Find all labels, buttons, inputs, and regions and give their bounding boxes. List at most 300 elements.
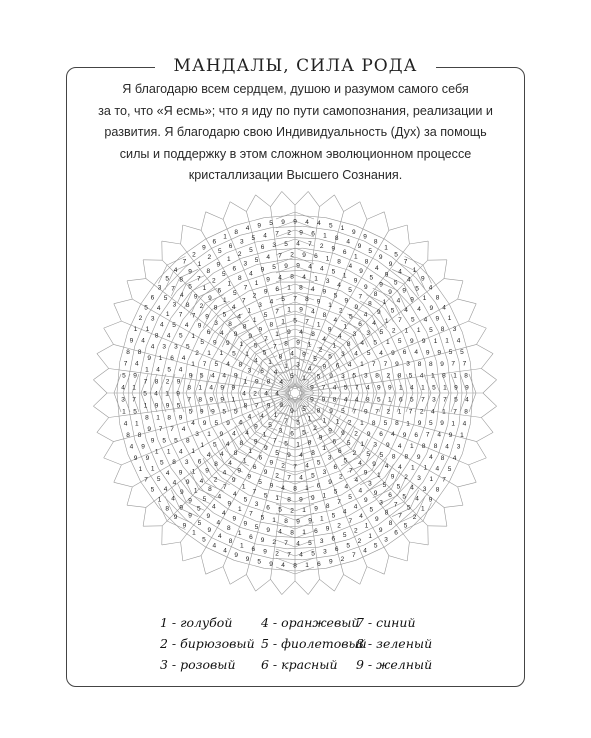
mandala-cell-number: 3 xyxy=(341,351,345,359)
mandala-cell-number: 4 xyxy=(344,483,349,491)
mandala-cell-number: 9 xyxy=(417,420,422,428)
mandala-cell-number: 1 xyxy=(202,285,207,293)
mandala-cell-number: 4 xyxy=(310,286,315,293)
mandala-cell-number: 7 xyxy=(243,284,248,292)
mandala-cell-number: 4 xyxy=(456,337,461,345)
mandala-cell-number: 9 xyxy=(202,419,207,427)
mandala-cell-number: 1 xyxy=(243,378,248,386)
mandala-cell-number: 1 xyxy=(422,294,427,302)
mandala-cell-number: 9 xyxy=(410,296,414,304)
mandala-cell-number: 9 xyxy=(416,453,421,461)
mandala-cell-number: 9 xyxy=(243,520,248,528)
mandala-cell-number: 6 xyxy=(398,396,403,404)
mandala-cell-number: 1 xyxy=(197,261,202,268)
mandala-cell-number: 9 xyxy=(318,434,323,442)
mandala-cell-number: 1 xyxy=(412,266,417,274)
mandala-cell-number: 4 xyxy=(465,396,469,404)
mandala-cell-number: 8 xyxy=(214,461,218,469)
mandala-cell-number: 1 xyxy=(287,284,291,292)
mandala-cell-number: 6 xyxy=(217,287,222,295)
mandala-cell-number: 7 xyxy=(202,361,207,369)
mandala-line xyxy=(317,393,319,402)
mandala-line xyxy=(201,212,206,231)
mandala-cell-number: 7 xyxy=(241,297,246,305)
mandala-cell-number: 4 xyxy=(219,451,224,459)
mandala-cell-number: 5 xyxy=(406,504,411,512)
mandala-line xyxy=(470,393,473,424)
mandala-cell-number: 6 xyxy=(266,504,270,512)
mandala-cell-number: 1 xyxy=(150,465,155,473)
mandala-cell-number: 9 xyxy=(287,328,291,336)
mandala-line xyxy=(293,463,325,472)
mandala-cell-number: 9 xyxy=(357,242,362,250)
mandala-cell-number: 9 xyxy=(372,461,376,469)
mandala-cell-number: 1 xyxy=(154,448,159,456)
mandala-line xyxy=(97,432,114,441)
mandala-cell-number: 9 xyxy=(388,261,393,268)
mandala-cell-number: 5 xyxy=(383,419,388,427)
mandala-cell-number: 2 xyxy=(207,254,212,262)
mandala-line xyxy=(127,487,132,505)
mandala-cell-number: 4 xyxy=(299,474,303,482)
mandala-cell-number: 9 xyxy=(448,432,453,440)
mandala-cell-number: 9 xyxy=(378,254,383,262)
mandala-line xyxy=(295,369,304,371)
mandala-cell-number: 9 xyxy=(388,289,392,297)
mandala-cell-number: 4 xyxy=(419,372,424,380)
mandala-cell-number: 8 xyxy=(464,372,468,380)
mandala-cell-number: 4 xyxy=(245,429,249,437)
mandala-cell-number: 9 xyxy=(147,426,152,433)
mandala-cell-number: 4 xyxy=(156,304,161,312)
mandala-line xyxy=(317,384,319,393)
mandala-cell-number: 7 xyxy=(252,488,257,496)
mandala-cell-number: 7 xyxy=(284,540,288,548)
mandala-line xyxy=(181,542,183,561)
mandala-cell-number: 9 xyxy=(234,552,239,560)
mandala-cell-number: 4 xyxy=(384,463,389,471)
mandala-cell-number: 8 xyxy=(237,275,242,282)
mandala-cell-number: 3 xyxy=(323,548,327,556)
mandala-cell-number: 3 xyxy=(319,538,324,546)
mandala-cell-number: 1 xyxy=(376,472,381,480)
mandala-cell-number: 8 xyxy=(228,538,233,546)
mandala-cell-number: 8 xyxy=(325,502,330,510)
mandala-line xyxy=(97,418,109,433)
mandala-cell-number: 8 xyxy=(284,340,288,348)
mandala-cell-number: 7 xyxy=(443,396,447,404)
mandala-line xyxy=(287,525,318,527)
mandala-cell-number: 3 xyxy=(363,372,368,380)
mandala-cell-number: 5 xyxy=(293,317,297,325)
mandala-line xyxy=(271,191,282,206)
mandala-cell-number: 4 xyxy=(307,365,312,373)
mandala-cell-number: 3 xyxy=(384,536,388,544)
mandala-cell-number: 1 xyxy=(223,233,227,241)
mandala-cell-number: 1 xyxy=(420,505,425,513)
mandala-cell-number: 8 xyxy=(311,331,315,339)
mandala-line xyxy=(162,409,172,439)
mandala-cell-number: 9 xyxy=(420,275,425,283)
mandala-line xyxy=(444,507,447,526)
mandala-cell-number: 4 xyxy=(332,384,337,392)
mandala-line xyxy=(444,260,447,279)
mandala-cell-number: 1 xyxy=(332,342,337,350)
mandala-cell-number: 2 xyxy=(313,425,317,433)
mandala-cell-number: 1 xyxy=(247,307,252,315)
mandala-cell-number: 9 xyxy=(205,313,209,321)
mandala-cell-number: 9 xyxy=(341,429,345,437)
mandala-cell-number: 9 xyxy=(266,526,271,534)
mandala-cell-number: 2 xyxy=(252,292,257,300)
mandala-cell-number: 3 xyxy=(452,326,457,334)
mandala-cell-number: 4 xyxy=(141,337,145,345)
mandala-cell-number: 9 xyxy=(440,360,444,368)
mandala-cell-number: 5 xyxy=(333,488,338,496)
mandala-cell-number: 4 xyxy=(254,357,258,365)
mandala-cell-number: 1 xyxy=(307,341,312,349)
mandala-cell-number: 4 xyxy=(337,332,342,340)
mandala-line xyxy=(264,568,295,571)
mandala-cell-number: 8 xyxy=(154,332,159,340)
mandala-cell-number: 3 xyxy=(195,431,199,439)
mandala-line xyxy=(384,556,389,575)
mandala-cell-number: 1 xyxy=(272,516,276,524)
mandala-line xyxy=(481,418,493,433)
mandala-cell-number: 4 xyxy=(317,220,321,228)
mandala-cell-number: 4 xyxy=(322,335,327,343)
mandala-cell-number: 4 xyxy=(409,384,414,392)
mandala-line xyxy=(151,409,158,440)
mandala-cell-number: 3 xyxy=(247,367,252,375)
mandala-cell-number: 4 xyxy=(269,298,274,306)
mandala-line xyxy=(127,281,132,299)
mandala-cell-number: 5 xyxy=(348,287,352,295)
mandala-cell-number: 1 xyxy=(387,396,392,404)
mandala-cell-number: 8 xyxy=(388,520,393,527)
mandala-cell-number: 9 xyxy=(440,420,444,428)
mandala-cell-number: 1 xyxy=(322,445,327,453)
mandala-cell-number: 7 xyxy=(352,408,357,416)
mandala-cell-number: 4 xyxy=(222,469,227,477)
mandala-cell-number: 4 xyxy=(206,451,211,459)
mandala-cell-number: 8 xyxy=(290,529,294,537)
mandala-cell-number: 1 xyxy=(416,327,421,335)
mandala-cell-number: 2 xyxy=(352,449,357,457)
mandala-line xyxy=(444,505,463,507)
mandala-cell-number: 4 xyxy=(166,332,171,340)
mandala-cell-number: 8 xyxy=(242,323,247,331)
mandala-line xyxy=(407,225,409,244)
mandala-cell-number: 5 xyxy=(275,449,279,457)
mandala-line xyxy=(458,281,463,299)
mandala-cell-number: 3 xyxy=(368,480,372,488)
mandala-cell-number: 8 xyxy=(154,378,159,386)
mandala-cell-number: 1 xyxy=(275,331,279,339)
mandala-cell-number: 5 xyxy=(397,338,402,346)
mandala-cell-number: 8 xyxy=(284,518,288,526)
mandala-cell-number: 5 xyxy=(167,366,172,374)
mandala-cell-number: 4 xyxy=(275,390,279,398)
mandala-cell-number: 8 xyxy=(364,258,369,266)
mandala-cell-number: 8 xyxy=(137,348,142,356)
mandala-cell-number: 5 xyxy=(308,539,312,547)
mandala-cell-number: 2 xyxy=(272,539,277,546)
mandala-cell-number: 1 xyxy=(207,350,211,358)
mandala-cell-number: 1 xyxy=(314,275,318,283)
mandala-line xyxy=(282,191,295,205)
mandala-cell-number: 9 xyxy=(284,262,288,270)
mandala-cell-number: 8 xyxy=(428,360,433,368)
mandala-cell-number: 9 xyxy=(302,351,306,359)
mandala-cell-number: 1 xyxy=(322,417,327,425)
mandala-cell-number: 6 xyxy=(358,321,362,329)
mandala-line xyxy=(315,373,316,384)
mandala-cell-number: 1 xyxy=(323,232,327,240)
mandala-cell-number: 9 xyxy=(212,339,217,347)
mandala-cell-number: 5 xyxy=(178,332,183,340)
mandala-cell-number: 4 xyxy=(365,384,370,392)
mandala-cell-number: 7 xyxy=(275,308,279,316)
mandala-cell-number: 9 xyxy=(279,402,284,410)
mandala-cell-number: 1 xyxy=(397,408,402,416)
mandala-cell-number: 9 xyxy=(299,496,303,504)
mandala-cell-number: 1 xyxy=(382,298,387,306)
mandala-cell-number: 4 xyxy=(212,542,217,550)
mandala-cell-number: 7 xyxy=(178,311,183,319)
mandala-cell-number: 2 xyxy=(192,251,196,259)
mandala-cell-number: 4 xyxy=(209,384,214,392)
mandala-cell-number: 9 xyxy=(328,427,332,435)
mandala-cell-number: 1 xyxy=(430,372,435,380)
mandala-cell-number: 9 xyxy=(260,536,265,544)
mandala-cell-number: 5 xyxy=(122,372,126,380)
mandala-cell-number: 4 xyxy=(410,484,414,492)
mandala-cell-number: 5 xyxy=(159,459,164,467)
mandala-cell-number: 9 xyxy=(248,332,253,340)
mandala-cell-number: 1 xyxy=(284,362,288,370)
mandala-cell-number: 5 xyxy=(428,420,433,428)
mandala-cell-number: 6 xyxy=(337,448,342,456)
mandala-line xyxy=(303,270,333,276)
mandala-cell-number: 2 xyxy=(165,378,170,386)
mandala-cell-number: 8 xyxy=(365,396,370,404)
mandala-cell-number: 9 xyxy=(296,518,300,526)
mandala-cell-number: 5 xyxy=(251,235,256,242)
mandala-cell-number: 8 xyxy=(421,443,426,450)
mandala-cell-number: 7 xyxy=(403,258,408,266)
mandala-cell-number: 8 xyxy=(311,449,315,457)
mandala-cell-number: 1 xyxy=(302,374,306,382)
mandala-line xyxy=(483,393,497,406)
mandala-cell-number: 4 xyxy=(150,343,155,351)
mandala-cell-number: 9 xyxy=(363,233,367,241)
mandala-cell-number: 9 xyxy=(425,349,430,357)
mandala-cell-number: 4 xyxy=(231,304,236,312)
mandala-cell-number: 9 xyxy=(269,560,273,568)
mandala-cell-number: 4 xyxy=(278,274,282,282)
mandala-cell-number: 5 xyxy=(379,329,384,337)
mandala-cell-number: 4 xyxy=(221,509,226,517)
mandala-cell-number: 9 xyxy=(435,315,440,323)
mandala-cell-number: 5 xyxy=(396,483,401,491)
paragraph-line: силы и поддержку в этом сложном эволюционном процессе xyxy=(119,146,472,161)
mandala-cell-number: 5 xyxy=(343,457,348,465)
mandala-cell-number: 5 xyxy=(163,294,168,302)
legend-item: 9 - желный xyxy=(356,657,433,672)
mandala-cell-number: 3 xyxy=(406,360,410,368)
mandala-cell-number: 2 xyxy=(340,555,345,563)
mandala-cell-number: 2 xyxy=(386,372,391,380)
mandala-cell-number: 4 xyxy=(123,420,128,428)
mandala-cell-number: 2 xyxy=(357,538,362,546)
mandala-cell-number: 9 xyxy=(293,218,297,226)
mandala-line xyxy=(230,575,246,585)
mandala-cell-number: 9 xyxy=(344,297,349,305)
mandala-cell-number: 9 xyxy=(129,337,134,345)
mandala-line xyxy=(271,393,273,402)
mandala-cell-number: 3 xyxy=(243,260,248,268)
mandala-cell-number: 4 xyxy=(354,476,359,484)
mandala-cell-number: 9 xyxy=(296,262,300,270)
mandala-cell-number: 4 xyxy=(372,319,376,327)
mandala-cell-number: 1 xyxy=(335,418,340,426)
mandala-line xyxy=(249,375,253,393)
mandala-cell-number: 1 xyxy=(145,326,150,334)
legend-item: 6 - красный xyxy=(261,657,338,672)
mandala-cell-number: 3 xyxy=(325,278,330,286)
mandala-cell-number: 9 xyxy=(351,228,356,236)
mandala-cell-number: 5 xyxy=(342,532,347,539)
mandala-cell-number: 5 xyxy=(165,275,170,283)
mandala-cell-number: 9 xyxy=(421,338,426,345)
mandala-cell-number: 8 xyxy=(368,300,372,308)
legend-item: 7 - синий xyxy=(356,615,416,630)
mandala-cell-number: 1 xyxy=(145,366,149,374)
mandala-cell-number: 5 xyxy=(253,342,258,350)
mandala-line xyxy=(407,542,409,561)
mandala-cell-number: 6 xyxy=(232,265,237,273)
mandala-cell-number: 5 xyxy=(188,283,192,291)
mandala-line xyxy=(272,270,303,272)
mandala-line xyxy=(114,465,122,482)
mandala-cell-number: 6 xyxy=(342,249,347,256)
mandala-line xyxy=(360,202,367,220)
mandala-cell-number: 3 xyxy=(214,319,218,327)
mandala-cell-number: 1 xyxy=(302,507,306,515)
mandala-cell-number: 4 xyxy=(452,454,457,462)
mandala-cell-number: 6 xyxy=(260,368,264,375)
mandala-cell-number: 1 xyxy=(325,255,330,263)
mandala-cell-number: 1 xyxy=(273,412,278,420)
mandala-cell-number: 4 xyxy=(348,263,353,270)
mandala-cell-number: 1 xyxy=(445,337,449,345)
mandala-cell-number: 9 xyxy=(197,322,202,330)
mandala-cell-number: 5 xyxy=(188,408,193,416)
mandala-cell-number: 6 xyxy=(252,464,257,472)
mandala-cell-number: 9 xyxy=(225,340,230,348)
mandala-cell-number: 5 xyxy=(311,472,315,480)
mandala-cell-number: 9 xyxy=(325,525,330,533)
mandala-cell-number: 2 xyxy=(287,229,291,237)
mandala-cell-number: 4 xyxy=(342,508,347,516)
mandala-cell-number: 1 xyxy=(410,464,415,472)
mandala-cell-number: 9 xyxy=(384,271,389,279)
mandala-cell-number: 7 xyxy=(158,426,163,433)
mandala-cell-number: 9 xyxy=(299,306,303,314)
mandala-line xyxy=(469,458,487,465)
mandala-cell-number: 1 xyxy=(237,529,242,537)
mandala-cell-number: 5 xyxy=(402,493,407,501)
mandala-cell-number: 7 xyxy=(284,418,288,426)
mandala-cell-number: 5 xyxy=(197,520,202,527)
mandala-cell-number: 1 xyxy=(132,384,136,392)
mandala-cell-number: 1 xyxy=(241,483,246,491)
mandala-cell-number: 5 xyxy=(258,478,262,486)
mandala-cell-number: 8 xyxy=(397,372,402,380)
mandala-cell-number: 9 xyxy=(322,363,327,371)
mandala-cell-number: 7 xyxy=(337,498,341,506)
mandala-cell-number: 4 xyxy=(346,238,351,246)
mandala-line xyxy=(414,393,418,424)
mandala-cell-number: 1 xyxy=(143,402,148,410)
mandala-line xyxy=(117,393,120,424)
mandala-cell-number: 7 xyxy=(383,361,388,369)
mandala-line xyxy=(117,362,120,393)
mandala-cell-number: 9 xyxy=(188,512,192,520)
mandala-cell-number: 4 xyxy=(358,487,363,495)
mandala-cell-number: 5 xyxy=(408,372,413,380)
mandala-cell-number: 5 xyxy=(366,451,371,459)
mandala-line xyxy=(173,408,181,438)
mandala-cell-number: 9 xyxy=(402,287,407,295)
mandala-cell-number: 9 xyxy=(263,445,268,453)
mandala-cell-number: 5 xyxy=(150,486,155,494)
mandala-cell-number: 4 xyxy=(354,350,358,358)
mandala-cell-number: 8 xyxy=(293,485,297,493)
mandala-cell-number: 4 xyxy=(423,316,428,324)
mandala-cell-number: 3 xyxy=(432,396,436,404)
mandala-cell-number: 1 xyxy=(281,318,285,326)
mandala-cell-number: 1 xyxy=(451,420,456,428)
mandala-cell-number: 5 xyxy=(272,264,276,272)
mandala-cell-number: 4 xyxy=(354,396,359,404)
mandala-cell-number: 1 xyxy=(343,323,348,331)
mandala-line xyxy=(114,482,133,487)
mandala-cell-number: 7 xyxy=(272,343,277,351)
mandala-cell-number: 3 xyxy=(174,343,178,351)
mandala-cell-number: 4 xyxy=(156,366,160,374)
mandala-cell-number: 5 xyxy=(394,251,398,259)
mandala-cell-number: 4 xyxy=(363,311,368,319)
mandala-cell-number: 5 xyxy=(260,514,265,522)
mandala-cell-number: 5 xyxy=(331,268,336,276)
mandala-cell-number: 1 xyxy=(239,341,244,349)
mandala-cell-number: 6 xyxy=(334,546,339,553)
mandala-cell-number: 5 xyxy=(348,493,352,501)
mandala-cell-number: 9 xyxy=(390,473,395,481)
mandala-cell-number: 9 xyxy=(331,245,336,253)
mandala-cell-number: 9 xyxy=(258,326,263,334)
mandala-line xyxy=(308,579,319,594)
mandala-cell-number: 9 xyxy=(363,283,368,291)
mandala-cell-number: 6 xyxy=(331,535,336,543)
mandala-cell-number: 1 xyxy=(433,338,438,345)
mandala-cell-number: 6 xyxy=(332,438,337,446)
mandala-cell-number: 1 xyxy=(342,272,347,280)
paragraph-line: за то, что «Я есмь»; что я иду по пути самопознания, реализации и xyxy=(98,103,493,118)
mandala-cell-number: 1 xyxy=(133,326,138,334)
